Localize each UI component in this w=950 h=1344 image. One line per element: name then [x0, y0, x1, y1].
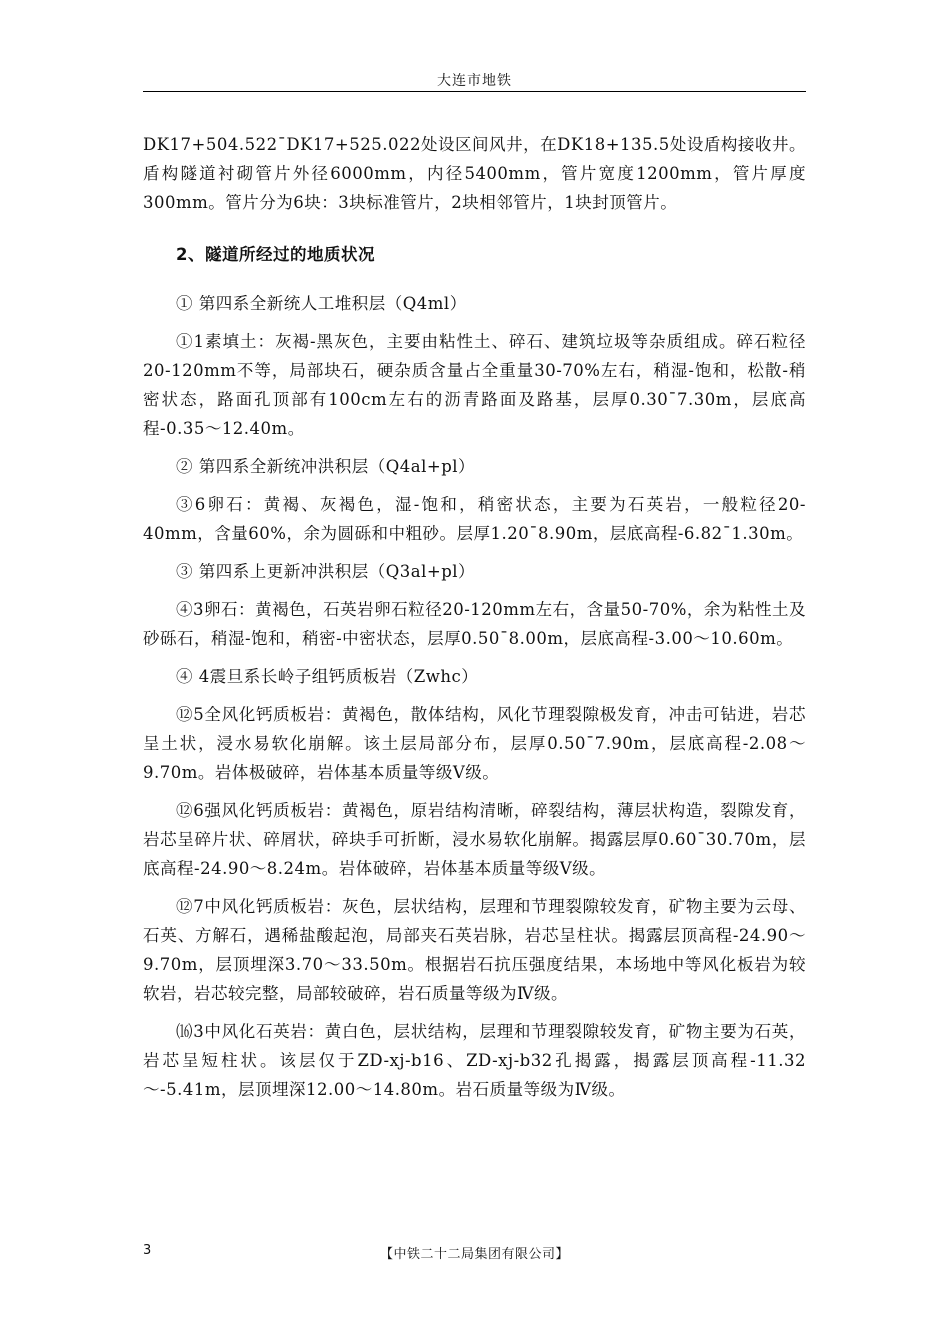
quartzite-description: ⒃3中风化石英岩：黄白色，层状结构，层理和节理裂隙较发育，矿物主要为石英，岩芯呈短柱状。该层仅于ZD-xj-b16、ZD-xj-b32孔揭露，揭露层顶高程-11.32～-5.41m，层顶埋深12.00～14.80m。岩石质量等级为Ⅳ级。 [143, 1022, 806, 1099]
layer-1-title: ① 第四系全新统人工堆积层（Q4ml） [176, 294, 467, 313]
layer-3-title: ③ 第四系上更新冲洪积层（Q3al+pl） [176, 562, 476, 581]
layer-4-description-strong: ⑫6强风化钙质板岩：黄褐色，原岩结构清晰，碎裂结构，薄层状构造，裂隙发育，岩芯呈碎片状、碎屑状，碎块手可折断，浸水易软化崩解。揭露层厚0.60¯30.70m，层底高程-24.90～8.24m。岩体破碎，岩体基本质量等级Ⅴ级。 [143, 801, 806, 878]
section-heading: 2、隧道所经过的地质状况 [176, 245, 375, 264]
layer-2-title: ② 第四系全新统冲洪积层（Q4al+pl） [176, 457, 476, 476]
intro-paragraph: DK17+504.522¯DK17+525.022处设区间风井，在DK18+135.5处设盾构接收井。盾构隧道衬砌管片外径6000mm，内径5400mm，管片宽度1200mm，管片厚度300mm。管片分为6块：3块标准管片，2块相邻管片，1块封顶管片。 [143, 135, 806, 212]
layer-3-description: ④3卵石：黄褐色，石英岩卵石粒径20-120mm左右，含量50-70%，余为粘性土及砂砾石，稍湿-饱和，稍密-中密状态，层厚0.50¯8.00m，层底高程-3.00～10.60m。 [143, 600, 806, 648]
page-header-title: 大连市地铁 [437, 73, 512, 89]
document-body [143, 130, 806, 1104]
layer-4-description-weathered: ⑫5全风化钙质板岩：黄褐色，散体结构，风化节理裂隙极发育，冲击可钻进，岩芯呈土状，浸水易软化崩解。该土层局部分布，层厚0.50¯7.90m，层底高程-2.08～9.70m。岩体极破碎，岩体基本质量等级Ⅴ级。 [143, 705, 806, 782]
page-number: 3 [143, 1243, 152, 1258]
layer-1-description: ①1素填土：灰褐-黑灰色，主要由粘性土、碎石、建筑垃圾等杂质组成。碎石粒径20-120mm不等，局部块石，硬杂质含量占全重量30-70%左右，稍湿-饱和，松散-稍密状态，路面孔顶部有100cm左右的沥青路面及路基，层厚0.30¯7.30m，层底高程-0.35～12.40m。 [143, 332, 806, 438]
footer-company: 【中铁二十二局集团有限公司】 [379, 1247, 569, 1262]
header-rule [143, 91, 806, 92]
layer-4-description-medium: ⑫7中风化钙质板岩：灰色，层状结构，层理和节理裂隙较发育，矿物主要为云母、石英、方解石，遇稀盐酸起泡，局部夹石英岩脉，岩芯呈柱状。揭露层顶高程-24.90～9.70m，层顶埋深3.70～33.50m。根据岩石抗压强度结果，本场地中等风化板岩为较软岩，岩芯较完整，局部较破碎，岩石质量等级为Ⅳ级。 [143, 897, 806, 1003]
layer-2-description: ③6卵石：黄褐、灰褐色，湿-饱和，稍密状态，主要为石英岩，一般粒径20-40mm，含量60%，余为圆砾和中粗砂。层厚1.20¯8.90m，层底高程-6.82¯1.30m。 [143, 495, 806, 543]
layer-4-title: ④ 4震旦系长岭子组钙质板岩（Zwhc） [176, 667, 479, 686]
